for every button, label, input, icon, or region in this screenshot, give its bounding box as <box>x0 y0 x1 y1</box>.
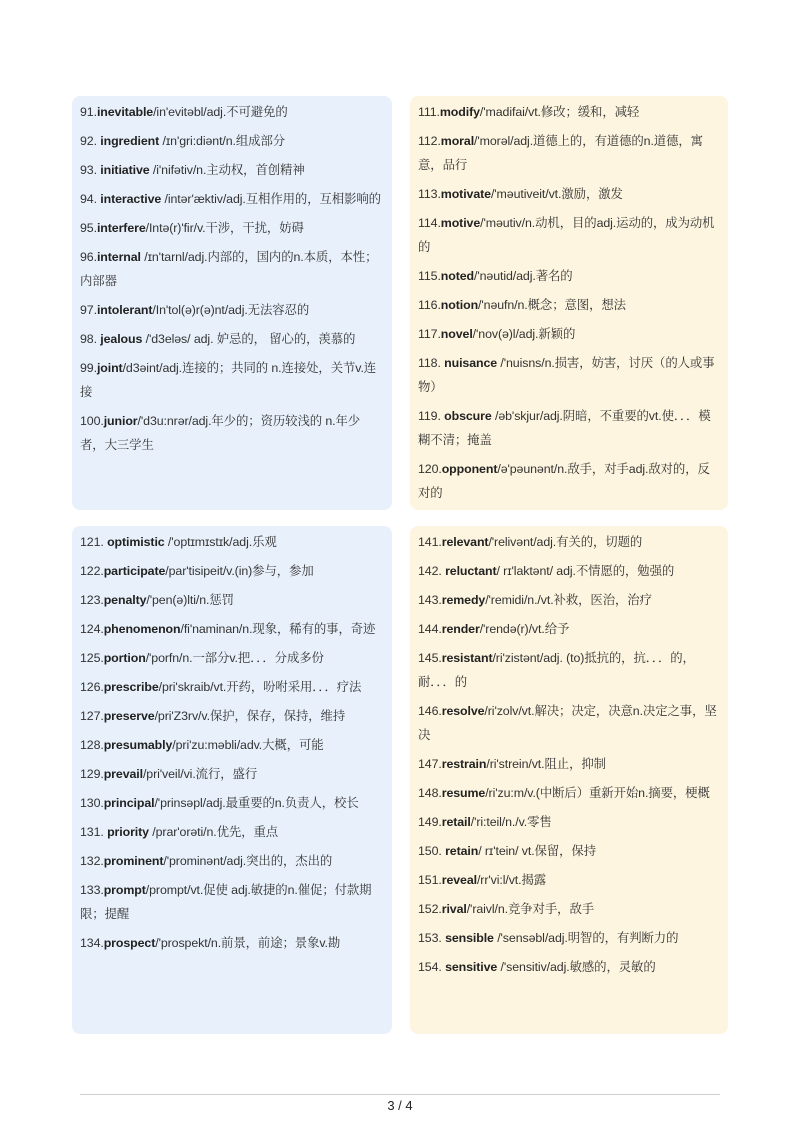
entry-definition: /'relivənt/adj.有关的，切题的 <box>488 535 643 549</box>
entry-number: 149. <box>418 815 442 829</box>
entry-definition: /'optɪmɪstɪk/adj.乐观 <box>164 535 277 549</box>
entry-definition: /əb'skjur/adj.阴暗，不重要的vt.使．．．模糊不清；掩盖 <box>418 409 711 447</box>
entry-headword: moral <box>440 134 475 148</box>
entry-definition: /In'tol(ə)r(ə)nt/adj.无法容忍的 <box>152 303 310 317</box>
entry-number: 130. <box>80 796 104 810</box>
vocab-entry <box>80 158 384 182</box>
entry-headword: inevitable <box>96 105 154 119</box>
entry-number: 120. <box>418 462 442 476</box>
vocab-entry <box>80 216 384 240</box>
entry-definition: /'madifai/vt.修改；缓和，减轻 <box>479 105 640 119</box>
entry-definition: /fi'naminan/n.现象，稀有的事，奇迹 <box>180 622 376 636</box>
vocab-entry <box>418 457 720 505</box>
vocab-entry <box>418 559 720 583</box>
entry-number: 124. <box>80 622 104 636</box>
entry-definition: /pri'Z3rv/v.保护，保存，保持，维持 <box>154 709 346 723</box>
vocab-entry <box>80 931 384 955</box>
vocab-entry <box>80 298 384 322</box>
entry-definition: /'nuisns/n.损害，妨害，讨厌（的人或事物） <box>418 356 715 394</box>
entry-definition: /prar'orəti/n.优先，重点 <box>148 825 279 839</box>
entry-headword: notion <box>440 298 479 312</box>
entry-headword: jealous <box>100 332 143 346</box>
entry-number: 112. <box>418 134 441 148</box>
entry-headword: resistant <box>441 651 493 665</box>
entry-number: 148. <box>418 786 442 800</box>
vocab-entry <box>418 322 720 346</box>
entry-definition: /'nov(ə)l/adj.新颖的 <box>472 327 576 341</box>
vocab-entry <box>80 409 384 457</box>
entry-definition: /'sensəbl/adj.明智的，有判断力的 <box>493 931 679 945</box>
entry-definition: /ɪn'gri:diənt/n.组成部分 <box>159 134 286 148</box>
vocab-entry <box>418 897 720 921</box>
entry-number: 91. <box>80 105 97 119</box>
entry-number: 114. <box>418 216 441 230</box>
entry-definition: /'nəutid/adj.著名的 <box>474 269 573 283</box>
vocab-box-top-right <box>410 96 728 510</box>
vocab-entry <box>418 182 720 206</box>
entry-number: 146. <box>418 704 442 718</box>
entry-headword: initiative <box>100 163 150 177</box>
entry-definition: /prompt/vt.促使 adj.敏捷的n.催促；付款期限；提醒 <box>80 883 372 921</box>
entry-headword: prescribe <box>103 680 159 694</box>
entry-headword: noted <box>440 269 475 283</box>
entry-definition: /'məutiveit/vt.激励，激发 <box>490 187 623 201</box>
entry-definition: /'raivl/n.竞争对手，敌手 <box>466 902 595 916</box>
entry-headword: sensitive <box>445 960 498 974</box>
vocab-entry <box>418 211 720 259</box>
entry-headword: preserve <box>103 709 155 723</box>
entry-number: 129. <box>80 767 104 781</box>
entry-headword: principal <box>103 796 155 810</box>
entry-definition: /ri'zu:m/v.(中断后）重新开始n.摘要，梗概 <box>485 786 710 800</box>
vocab-entry <box>418 646 720 694</box>
entry-number: 128. <box>80 738 104 752</box>
entry-number: 113. <box>418 187 441 201</box>
vocab-entry <box>80 704 384 728</box>
vocab-entry <box>418 781 720 805</box>
entry-definition: /in'evitəbl/adj.不可避免的 <box>153 105 288 119</box>
entry-definition: /ri'zolv/vt.解决；决定，决意n.决定之事，坚决 <box>418 704 717 742</box>
entry-definition: /'prinsəpl/adj.最重要的n.负责人，校长 <box>154 796 359 810</box>
entry-headword: penalty <box>103 593 147 607</box>
entry-number: 119. <box>418 409 445 423</box>
vocab-entry <box>418 129 720 177</box>
vocab-entry <box>80 559 384 583</box>
vocab-entry <box>418 955 720 979</box>
entry-headword: restrain <box>441 757 487 771</box>
entry-definition: /'d3eləs/ adj. 妒忌的， 留心的，羡慕的 <box>142 332 356 346</box>
entry-number: 141. <box>418 535 442 549</box>
entry-number: 154. <box>418 960 446 974</box>
entry-headword: resume <box>441 786 486 800</box>
vocab-entry <box>418 264 720 288</box>
entry-definition: /i'nifətiv/n.主动权，首创精神 <box>149 163 305 177</box>
vocab-entry <box>80 100 384 124</box>
entry-number: 122. <box>80 564 104 578</box>
entry-number: 97. <box>80 303 97 317</box>
entry-number: 153. <box>418 931 446 945</box>
entry-headword: resolve <box>441 704 485 718</box>
entry-definition: /Intə(r)'fir/v.干涉，干扰，妨碍 <box>145 221 304 235</box>
vocab-entry <box>418 752 720 776</box>
entry-headword: prevail <box>103 767 143 781</box>
entry-number: 150. <box>418 844 446 858</box>
entry-headword: remedy <box>441 593 486 607</box>
entry-definition: /'pen(ə)lti/n.惩罚 <box>146 593 234 607</box>
entry-number: 94. <box>80 192 101 206</box>
entry-headword: presumably <box>103 738 173 752</box>
entry-definition: /rr'vi:l/vt.揭露 <box>476 873 547 887</box>
entry-number: 116. <box>418 298 441 312</box>
entry-headword: intolerant <box>96 303 153 317</box>
vocab-entry <box>418 868 720 892</box>
entry-headword: interactive <box>100 192 162 206</box>
entry-number: 118. <box>418 356 445 370</box>
entry-definition: /pri'veil/vi.流行，盛行 <box>142 767 258 781</box>
entry-definition: /'sensitiv/adj.敏感的，灵敏的 <box>497 960 656 974</box>
entry-definition: /intər'æktiv/adj.互相作用的，互相影响的 <box>161 192 381 206</box>
vocab-entry <box>418 699 720 747</box>
entry-headword: motive <box>440 216 481 230</box>
vocab-entry <box>418 530 720 554</box>
vocab-entry <box>80 129 384 153</box>
entry-headword: phenomenon <box>103 622 181 636</box>
vocab-entry <box>80 878 384 926</box>
vocab-entry <box>418 351 720 399</box>
entry-headword: priority <box>107 825 149 839</box>
entry-headword: prospect <box>103 936 156 950</box>
vocab-entry <box>418 404 720 452</box>
vocab-entry <box>418 810 720 834</box>
entry-headword: sensible <box>445 931 494 945</box>
vocab-entry <box>80 187 384 211</box>
entry-headword: joint <box>96 361 123 375</box>
vocab-entry <box>80 617 384 641</box>
entry-definition: /'prominənt/adj.突出的，杰出的 <box>163 854 333 868</box>
entry-number: 125. <box>80 651 104 665</box>
entry-number: 95. <box>80 221 97 235</box>
entry-number: 126. <box>80 680 104 694</box>
entry-definition: /pri'skraib/vt.开药，吩咐采用．．．疗法 <box>158 680 362 694</box>
vocab-entry <box>80 791 384 815</box>
vocab-entry <box>80 646 384 670</box>
entry-headword: interfere <box>96 221 146 235</box>
entry-headword: retail <box>441 815 471 829</box>
entry-headword: retain <box>445 844 479 858</box>
entry-headword: participate <box>103 564 166 578</box>
entry-headword: opponent <box>441 462 498 476</box>
entry-definition: /d3əint/adj.连接的；共同的 n.连接处，关节v.连接 <box>80 361 377 399</box>
entry-definition: /'prospekt/n.前景，前途；景象v.勘 <box>155 936 341 950</box>
entry-number: 133. <box>80 883 104 897</box>
vocab-box-bottom-left <box>72 526 392 1034</box>
entry-definition: /'d3u:nrər/adj.年少的；资历较浅的 n.年少者，大三学生 <box>80 414 361 452</box>
entry-definition: /'nəufn/n.概念；意图，想法 <box>478 298 626 312</box>
entry-number: 123. <box>80 593 104 607</box>
entry-number: 96. <box>80 250 97 264</box>
entry-headword: motivate <box>440 187 491 201</box>
vocab-entry <box>80 762 384 786</box>
entry-number: 142. <box>418 564 446 578</box>
vocab-entry <box>80 588 384 612</box>
entry-headword: reveal <box>441 873 477 887</box>
entry-number: 127. <box>80 709 104 723</box>
entry-definition: /'porfn/n.一部分v.把．．．分成多份 <box>145 651 324 665</box>
entry-number: 144. <box>418 622 442 636</box>
entry-definition: /'ri:teil/n./v.零售 <box>470 815 552 829</box>
vocab-entry <box>80 733 384 757</box>
vocab-entry <box>80 675 384 699</box>
page-number: 3 / 4 <box>387 1098 413 1113</box>
vocab-entry <box>80 530 384 554</box>
entry-number: 145. <box>418 651 442 665</box>
entry-definition: /ri'strein/vt.阻止，抑制 <box>486 757 606 771</box>
vocab-entry <box>80 820 384 844</box>
entry-number: 151. <box>418 873 442 887</box>
entry-headword: portion <box>103 651 146 665</box>
entry-definition: /par'tisipeit/v.(in)参与，参加 <box>165 564 314 578</box>
vocab-entry <box>80 356 384 404</box>
entry-number: 121. <box>80 535 108 549</box>
vocab-entry <box>80 327 384 351</box>
entry-headword: modify <box>439 105 480 119</box>
entry-number: 92. <box>80 134 101 148</box>
entry-definition: / rɪ'tein/ vt.保留，保持 <box>478 844 597 858</box>
entry-headword: optimistic <box>107 535 165 549</box>
entry-headword: novel <box>440 327 473 341</box>
entry-number: 134. <box>80 936 104 950</box>
entry-definition: /pri'zu:məbli/adv.大概，可能 <box>172 738 324 752</box>
vocab-entry <box>418 100 720 124</box>
entry-number: 99. <box>80 361 97 375</box>
entry-headword: junior <box>103 414 138 428</box>
vocab-box-top-left <box>72 96 392 510</box>
entry-definition: /'məutiv/n.动机，目的adj.运动的，成为动机的 <box>418 216 715 254</box>
entry-number: 152. <box>418 902 442 916</box>
vocab-entry <box>418 293 720 317</box>
entry-definition: /'remidi/n./vt.补救，医治，治疗 <box>485 593 652 607</box>
entry-definition: /'rendə(r)/vt.给予 <box>479 622 570 636</box>
entry-headword: internal <box>96 250 141 264</box>
entry-definition: /'morəl/adj.道德上的，有道德的n.道德，寓意，品行 <box>418 134 703 172</box>
entry-definition: /ri'zistənt/adj. (to)抵抗的，抗．．．的，耐．．．的 <box>418 651 695 689</box>
entry-number: 111. <box>418 105 440 119</box>
entry-number: 117. <box>418 327 441 341</box>
vocab-entry <box>80 849 384 873</box>
entry-number: 93. <box>80 163 101 177</box>
entry-headword: rival <box>441 902 467 916</box>
entry-number: 147. <box>418 757 442 771</box>
entry-headword: reluctant <box>445 564 497 578</box>
entry-number: 100. <box>80 414 104 428</box>
vocab-entry <box>418 839 720 863</box>
footer-divider <box>80 1094 720 1095</box>
entry-headword: relevant <box>441 535 489 549</box>
vocab-entry <box>418 617 720 641</box>
entry-number: 98. <box>80 332 101 346</box>
entry-headword: obscure <box>444 409 492 423</box>
entry-definition: /ə'pəunənt/n.敌手，对手adj.敌对的，反对的 <box>418 462 710 500</box>
vocab-entry <box>80 245 384 293</box>
entry-headword: nuisance <box>444 356 498 370</box>
entry-headword: prompt <box>103 883 146 897</box>
entry-number: 132. <box>80 854 104 868</box>
entry-number: 143. <box>418 593 442 607</box>
entry-headword: render <box>441 622 480 636</box>
entry-headword: prominent <box>103 854 164 868</box>
entry-definition: / rɪ'laktənt/ adj.不情愿的，勉强的 <box>496 564 675 578</box>
entry-number: 131. <box>80 825 108 839</box>
entry-headword: ingredient <box>100 134 160 148</box>
entry-definition: /ɪn'tarnl/adj.内部的，国内的n.本质，本性；内部器 <box>80 250 378 288</box>
vocab-entry <box>418 926 720 950</box>
entry-number: 115. <box>418 269 441 283</box>
vocab-entry <box>418 588 720 612</box>
vocab-box-bottom-right <box>410 526 728 1034</box>
